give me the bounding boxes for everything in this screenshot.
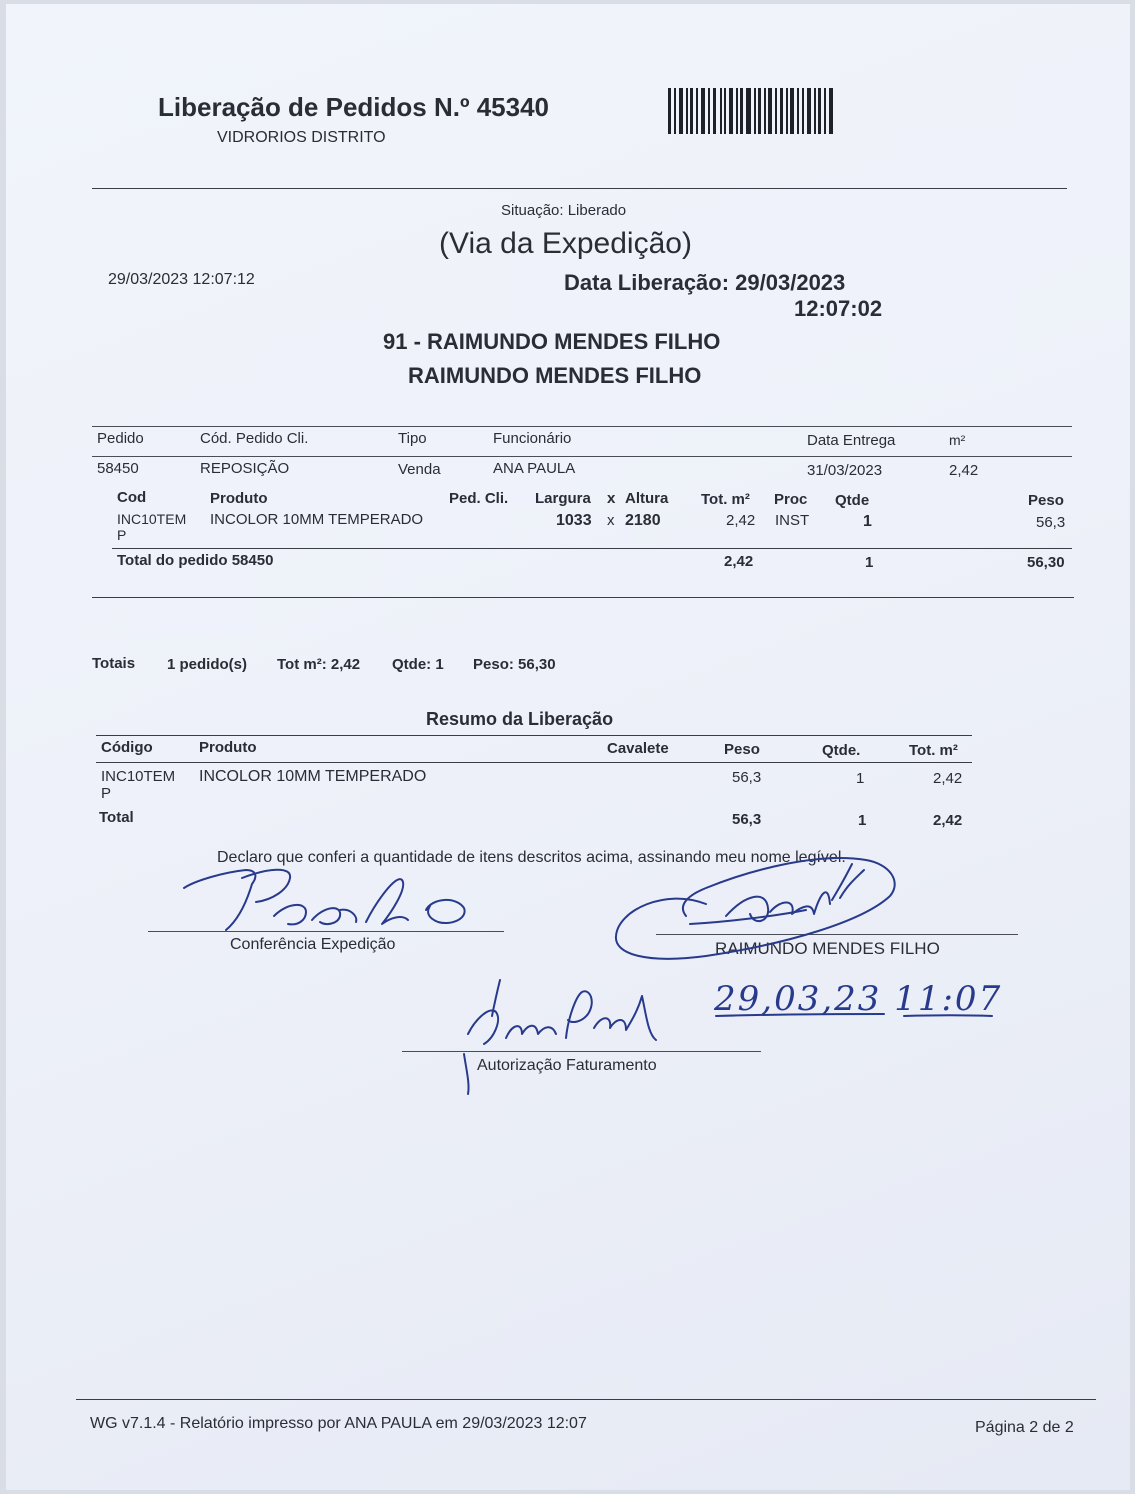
summary-produto: INCOLOR 10MM TEMPERADO [199, 768, 427, 785]
item-header-tot-m2: Tot. m² [701, 491, 750, 508]
conference-signature-label: Conferência Expedição [230, 936, 396, 953]
report-page [6, 4, 1130, 1490]
summary-header-produto: Produto [199, 739, 257, 756]
col-header-funcionario: Funcionário [493, 430, 572, 447]
col-header-m2: m² [949, 432, 966, 448]
item-altura: 2180 [625, 512, 661, 529]
col-header-pedido: Pedido [97, 430, 144, 447]
item-proc: INST [775, 512, 810, 529]
item-header-largura: Largura [535, 490, 591, 507]
order-total-label: Total do pedido 58450 [117, 552, 274, 569]
order-total-peso: 56,30 [1027, 554, 1065, 571]
status-text: Situação: Liberado [501, 202, 627, 219]
order-total-m2: 2,42 [724, 553, 754, 570]
col-header-cod-pedido-cli: Cód. Pedido Cli. [200, 430, 309, 447]
footer-divider [76, 1399, 1096, 1400]
release-time: 12:07:02 [794, 296, 883, 321]
summary-header-qtde: Qtde. [822, 742, 861, 759]
item-header-altura: Altura [625, 490, 669, 507]
order-employee: ANA PAULA [493, 460, 576, 477]
item-peso: 56,3 [1036, 514, 1066, 531]
item-qtde: 1 [863, 513, 872, 530]
item-x: x [607, 512, 615, 529]
item-header-peso: Peso [1028, 492, 1064, 509]
handwritten-signatures [6, 4, 1130, 1124]
summary-total-tot-m2: 2,42 [933, 812, 963, 829]
summary-header-codigo: Código [101, 739, 153, 756]
footer-print-info: WG v7.1.4 - Relatório impresso por ANA PAULA em 29/03/2023 12:07 [90, 1415, 587, 1432]
item-largura: 1033 [556, 512, 592, 529]
order-type: Venda [398, 461, 441, 478]
item-header-qtde: Qtde [835, 492, 870, 509]
client-signature-label: RAIMUNDO MENDES FILHO [715, 939, 940, 958]
order-m2: 2,42 [949, 462, 979, 479]
order-delivery-date: 31/03/2023 [807, 462, 883, 479]
totals-label: Totais [92, 655, 136, 672]
copy-label: (Via da Expedição) [439, 227, 692, 260]
summary-codigo-line1: INC10TEM [101, 768, 176, 785]
totals-peso: Peso: 56,30 [473, 656, 556, 673]
authorization-signature-label: Autorização Faturamento [477, 1057, 657, 1074]
totals-pedidos: 1 pedido(s) [167, 656, 248, 673]
col-header-tipo: Tipo [398, 430, 427, 447]
release-date: Data Liberação: 29/03/2023 [564, 270, 846, 295]
client-code-name: 91 - RAIMUNDO MENDES FILHO [383, 329, 721, 354]
order-number: 58450 [97, 460, 139, 477]
order-total-qtde: 1 [865, 554, 874, 571]
summary-qtde: 1 [856, 770, 865, 787]
summary-total-qtde: 1 [858, 812, 867, 829]
summary-title: Resumo da Liberação [426, 709, 614, 729]
client-name: RAIMUNDO MENDES FILHO [408, 363, 702, 388]
summary-header-tot-m2: Tot. m² [909, 742, 958, 759]
summary-header-peso: Peso [724, 741, 760, 758]
report-title: Liberação de Pedidos N.º 45340 [158, 92, 549, 122]
summary-total-label: Total [99, 809, 134, 826]
summary-header-cavalete: Cavalete [607, 740, 669, 757]
item-cod-line2: P [117, 527, 127, 543]
totals-m2: Tot m²: 2,42 [277, 656, 361, 673]
print-timestamp: 29/03/2023 12:07:12 [108, 271, 255, 288]
footer-page-number: Página 2 de 2 [975, 1419, 1074, 1436]
totals-qtde: Qtde: 1 [392, 656, 444, 673]
item-header-cod: Cod [117, 489, 147, 506]
order-client-code: REPOSIÇÃO [200, 460, 290, 477]
item-header-produto: Produto [210, 490, 268, 507]
item-header-proc: Proc [774, 491, 808, 508]
company-name: VIDRORIOS DISTRITO [217, 129, 386, 146]
item-produto: INCOLOR 10MM TEMPERADO [210, 511, 424, 528]
item-header-x: x [607, 490, 616, 507]
item-cod-line1: INC10TEM [117, 511, 187, 527]
col-header-data-entrega: Data Entrega [807, 432, 896, 449]
declaration-text: Declaro que conferi a quantidade de itens descritos acima, assinando meu nome legível. [217, 849, 846, 866]
summary-codigo-line2: P [101, 785, 112, 802]
summary-total-peso: 56,3 [732, 811, 762, 828]
handwritten-date: 29,03,23 11:07 [714, 979, 1003, 1019]
item-header-ped-cli: Ped. Cli. [449, 490, 509, 507]
summary-tot-m2: 2,42 [933, 770, 963, 787]
summary-peso: 56,3 [732, 769, 762, 786]
item-tot-m2: 2,42 [726, 512, 756, 529]
